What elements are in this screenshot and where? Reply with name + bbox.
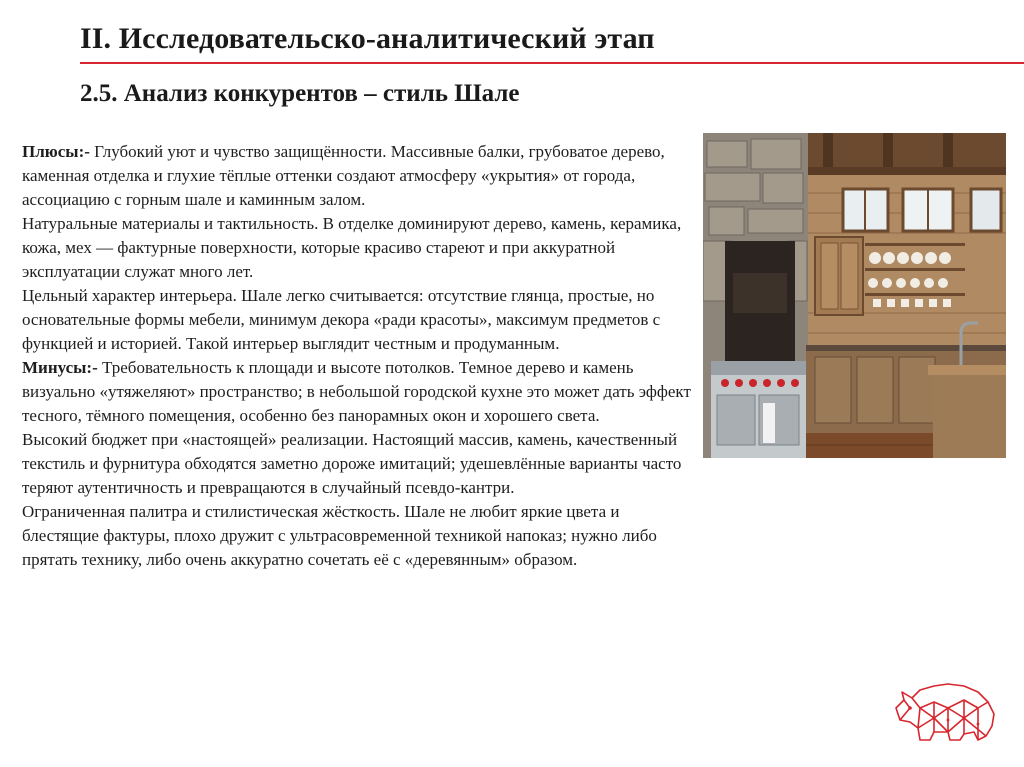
pros-point: Натуральные материалы и тактильность. В отделке доминируют дерево, камень, керамика, кожа, мех — фактурные поверхности, которые красиво стареют и при аккуратной эксплуатации служат много лет. <box>22 214 682 281</box>
cons-intro: Требовательность к площади и высоте потолков. Темное дерево и камень визуально «утяжеляют» пространство; в небольшой городской кухне это может дать эффект тесного, тёмного помещения, особенно без панорамных окон и хорошего света. <box>22 358 691 425</box>
cons-point: Высокий бюджет при «настоящей» реализации. Настоящий массив, камень, качественный текстиль и фурнитура обходятся заметно дороже имитаций; удешевлённые варианты часто теряют аутентичность и превращаются в случайный псевдо-кантри. <box>22 430 682 497</box>
cons-point: Ограниченная палитра и стилистическая жёсткость. Шале не любит яркие цвета и блестящие фактуры, плохо дружит с ультрасовременной техникой напоказ; нужно либо прятать технику, либо очень аккуратно сочетать её с «деревянным» образом. <box>22 502 657 569</box>
pros-point: Цельный характер интерьера. Шале легко считывается: отсутствие глянца, простые, но основательные формы мебели, минимум декора «ради красоты», максимум предметов с функцией и историей. Такой интерьер выглядит честным и продуманным. <box>22 286 661 353</box>
rhino-logo-icon <box>890 678 1002 744</box>
title-divider <box>80 62 1024 64</box>
pros-intro: Глубокий уют и чувство защищённости. Массивные балки, грубоватое дерево, каменная отделка и глухие тёплые оттенки создают атмосферу «укрытия» от города, ассоциацию с горным шале и каминным залом. <box>22 142 665 209</box>
cons-paragraph <box>22 356 694 428</box>
slide-subtitle: 2.5. Анализ конкурентов – стиль Шале <box>80 80 520 107</box>
cons-label: Минусы:- <box>22 358 98 377</box>
chalet-kitchen-photo <box>703 133 1006 458</box>
section-title: II. Исследовательско-аналитический этап <box>80 22 655 55</box>
pros-paragraph <box>22 140 694 212</box>
pros-label: Плюсы:- <box>22 142 90 161</box>
body-text <box>22 140 694 572</box>
